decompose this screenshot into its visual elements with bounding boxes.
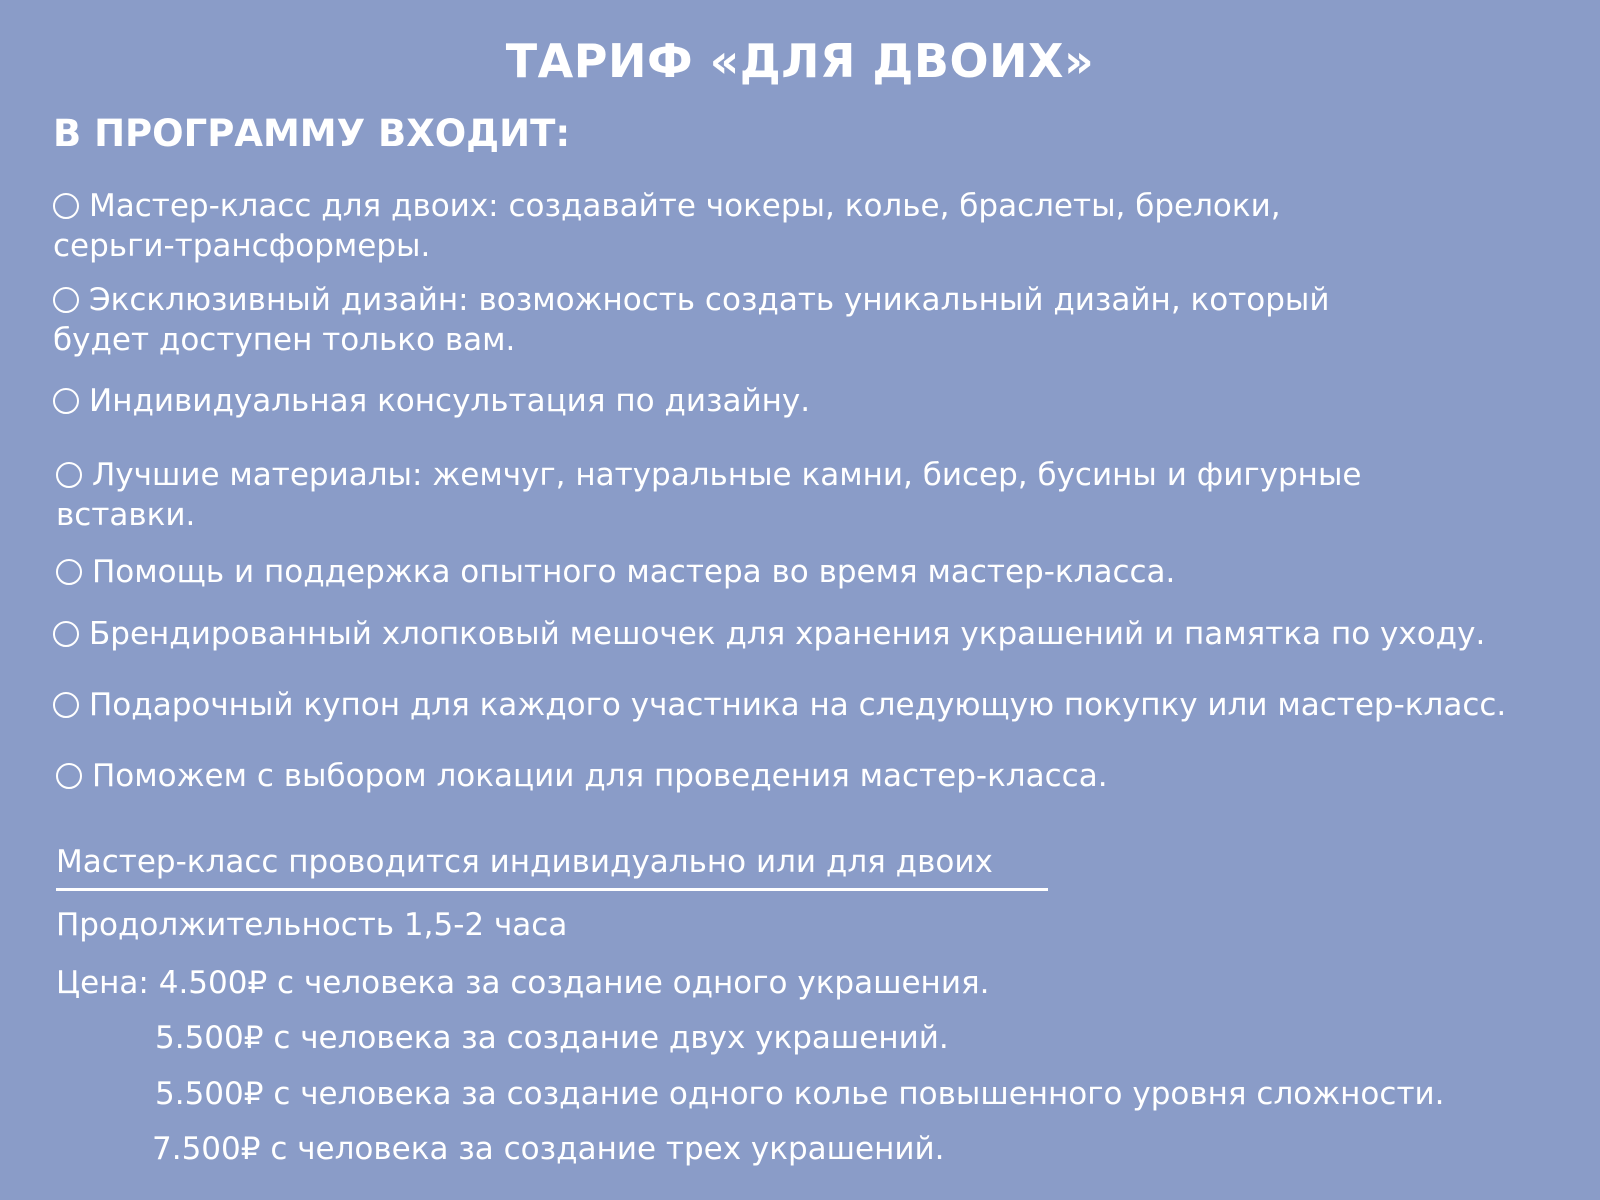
price-label: Цена:	[56, 965, 149, 1001]
circle-bullet-icon	[53, 388, 79, 414]
circle-bullet-icon	[53, 692, 79, 718]
price-value: 4.500₽ с человека за создание одного украшения.	[158, 965, 990, 1001]
list-item-text-continued: серьги-трансформеры.	[53, 228, 431, 264]
circle-bullet-icon	[56, 559, 82, 585]
circle-bullet-icon	[53, 621, 79, 647]
list-item-text: Брендированный хлопковый мешочек для хранения украшений и памятка по уходу.	[89, 616, 1486, 652]
duration-text: Продолжительность 1,5-2 часа	[56, 907, 568, 943]
program-heading: В ПРОГРАММУ ВХОДИТ:	[53, 112, 571, 155]
circle-bullet-icon	[53, 287, 79, 313]
format-note: Мастер-класс проводится индивидуально или для двоих	[56, 842, 1048, 891]
list-item	[56, 756, 1556, 796]
list-item	[56, 455, 1556, 535]
list-item-text-continued: вставки.	[56, 497, 196, 533]
list-item-text: Мастер-класс для двоих: создавайте чокеры, колье, браслеты, брелоки,	[89, 188, 1281, 224]
list-item	[53, 280, 1553, 360]
list-item	[56, 552, 1556, 592]
price-line: 7.500₽ с человека за создание трех украшений.	[152, 1131, 945, 1167]
page-title: ТАРИФ «ДЛЯ ДВОИХ»	[505, 34, 1095, 88]
list-item	[53, 381, 1553, 421]
list-item-text: Помощь и поддержка опытного мастера во время мастер-класса.	[92, 554, 1176, 590]
list-item-text: Эксклюзивный дизайн: возможность создать уникальный дизайн, который	[89, 282, 1330, 318]
list-item	[53, 186, 1553, 266]
list-item	[53, 614, 1553, 654]
circle-bullet-icon	[53, 193, 79, 219]
list-item-text-continued: будет доступен только вам.	[53, 322, 516, 358]
list-item	[53, 685, 1553, 725]
price-line: 5.500₽ с человека за создание двух украшений.	[155, 1020, 949, 1056]
list-item-text: Подарочный купон для каждого участника на следующую покупку или мастер-класс.	[89, 687, 1507, 723]
circle-bullet-icon	[56, 763, 82, 789]
list-item-text: Лучшие материалы: жемчуг, натуральные камни, бисер, бусины и фигурные	[92, 457, 1362, 493]
price-line	[56, 963, 989, 1003]
list-item-text: Поможем с выбором локации для проведения мастер-класса.	[92, 758, 1108, 794]
list-item-text: Индивидуальная консультация по дизайну.	[89, 383, 811, 419]
circle-bullet-icon	[56, 462, 82, 488]
price-line: 5.500₽ с человека за создание одного колье повышенного уровня сложности.	[155, 1076, 1445, 1112]
